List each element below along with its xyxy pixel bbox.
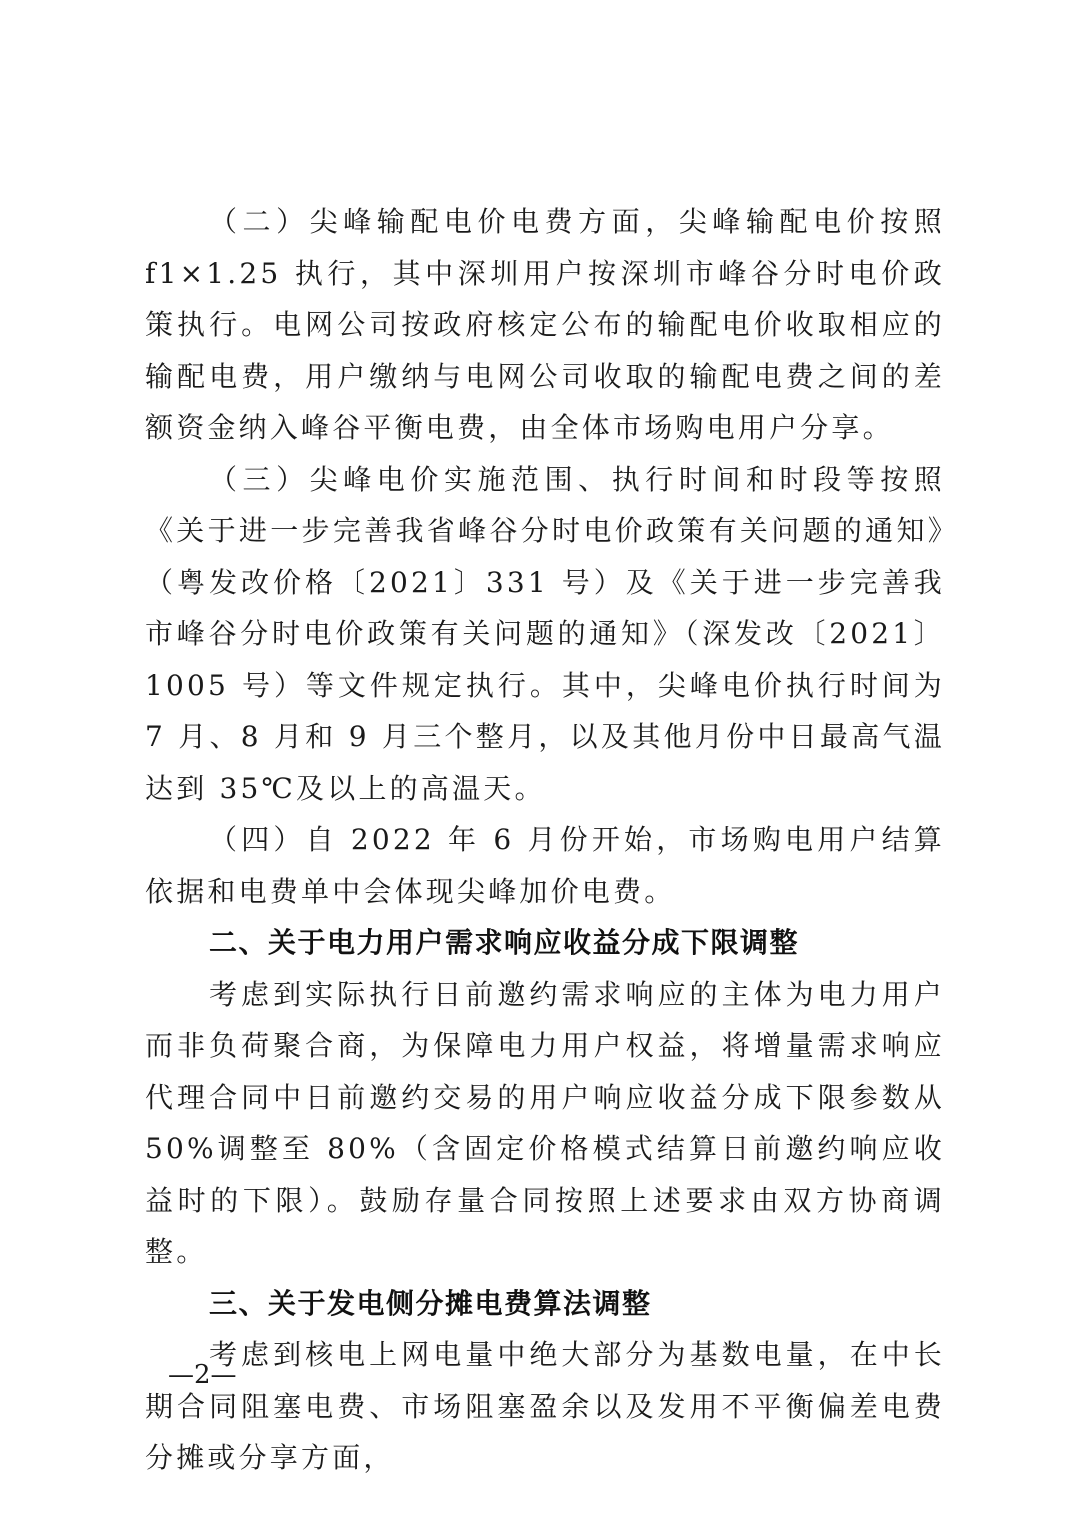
section-heading-generation-side: 三、关于发电侧分摊电费算法调整 — [209, 1286, 652, 1320]
paragraph-demand-response: 考虑到实际执行日前邀约需求响应的主体为电力用户而非负荷聚合商，为保障电力用户权益，将增量需求响应代理合同中日前邀约交易的用户响应收益分成下限参数从 50%调整至 80%（含固定价格模式结算日前邀约响应收益时的下限）。鼓励存量合同按照上述要求由双方协商调整。 — [145, 977, 945, 1268]
page-number: —2— — [168, 1360, 237, 1390]
paragraph-settlement-start: （四）自 2022 年 6 月份开始，市场购电用户结算依据和电费单中会体现尖峰加价电费。 — [145, 823, 945, 908]
section-heading-demand-response: 二、关于电力用户需求响应收益分成下限调整 — [209, 926, 800, 959]
paragraph-generation-side: 考虑到核电上网电量中绝大部分为基数电量，在中长期合同阻塞电费、市场阻塞盈余以及发用不平衡偏差电费分摊或分享方面， — [145, 1338, 945, 1474]
document-body — [145, 196, 945, 1484]
paragraph-peak-price-scope: （三）尖峰电价实施范围、执行时间和时段等按照《关于进一步完善我省峰谷分时电价政策有关问题的通知》（粤发改价格〔2021〕331 号）及《关于进一步完善我市峰谷分时电价政策有关问题的通知》（深发改〔2021〕1005 号）等文件规定执行。其中，尖峰电价执行时间为 7 月、8 月和 9 月三个整月，以及其他月份中日最高气温达到 35℃及以上的高温天。 — [145, 462, 945, 805]
paragraph-peak-transmission-fee: （二）尖峰输配电价电费方面，尖峰输配电价按照 f1×1.25 执行，其中深圳用户按深圳市峰谷分时电价政策执行。电网公司按政府核定公布的输配电价收取相应的输配电费，用户缴纳与电网公司收取的输配电费之间的差额资金纳入峰谷平衡电费，由全体市场购电用户分享。 — [145, 205, 945, 444]
